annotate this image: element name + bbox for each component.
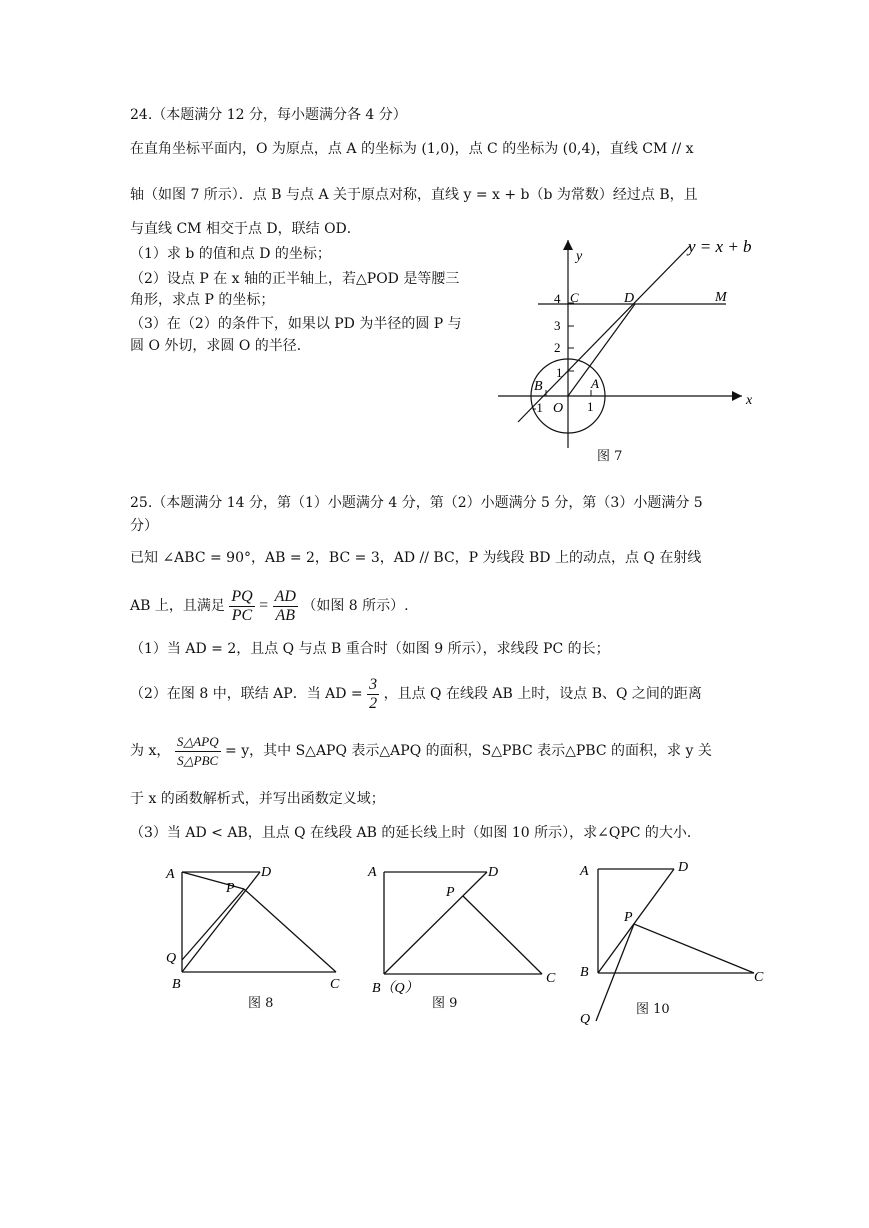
label-C: C <box>546 971 556 986</box>
q24-sub2a: （2）设点 P 在 x 轴的正半轴上，若△POD 是等腰三 <box>130 271 460 287</box>
label-C: C <box>754 970 764 985</box>
q24-line2: 轴（如图 7 所示）．点 B 与点 A 关于原点对称，直线 y = x + b（b 为常数）经过点 B，且 <box>130 187 698 203</box>
figure-7 <box>490 230 770 470</box>
q24-header: 24.（本题满分 12 分，每小题满分各 4 分） <box>130 107 407 123</box>
q24-line3: 与直线 CM 相交于点 D，联结 OD． <box>130 221 361 237</box>
tick-4: 4 <box>554 291 561 306</box>
label-A: A <box>580 864 589 879</box>
label-A: A <box>368 865 377 880</box>
label-BQ: B（Q） <box>372 981 419 996</box>
q25-line1: 已知 ∠ABC = 90°，AB = 2，BC = 3，AD // BC，P 为线段 BD 上的动点，点 Q 在射线 <box>130 550 702 566</box>
q24-line1: 在直角坐标平面内，O 为原点，点 A 的坐标为 (1,0)，点 C 的坐标为 (0,4)，直线 CM // x <box>130 141 694 157</box>
q25-header1: 25.（本题满分 14 分，第（1）小题满分 4 分，第（2）小题满分 5 分，第（3）小题满分 5 <box>130 495 703 511</box>
figure-8 <box>160 860 350 1000</box>
label-A: A <box>166 867 175 882</box>
fraction-pq-pc <box>229 588 254 625</box>
x-axis-arrow-icon <box>732 391 742 401</box>
tick-2: 2 <box>554 340 561 355</box>
label-D: D <box>624 291 635 306</box>
q25-line2: AB 上，且满足 $\frac{PQ}{PC}$ = $\frac{AD}{AB}$ （如图 8 所示）. <box>130 587 409 624</box>
label-C: C <box>330 977 340 992</box>
q25-sub3: （3）当 AD < AB，且点 Q 在线段 AB 的延长线上时（如图 10 所示），求∠QPC 的大小． <box>130 825 701 841</box>
frac-num: PQ <box>231 587 253 605</box>
q25-line5: 于 x 的函数解析式，并写出函数定义域； <box>130 791 385 807</box>
q25-sub2 <box>130 672 702 716</box>
frac-num: 3 <box>369 675 378 693</box>
figure-7-caption: 图 7 <box>597 449 623 464</box>
q25-line2-pre: AB 上，且满足 <box>130 598 225 614</box>
label-B: B <box>172 977 181 992</box>
q24-sub3a: （3）在（2）的条件下，如果以 PD 为半径的圆 P 与 <box>130 316 462 332</box>
q25-line2-post: （如图 8 所示）. <box>302 598 409 614</box>
fraction-area-ratio <box>175 733 221 770</box>
x-axis-label: x <box>746 393 753 408</box>
figure-10 <box>574 855 774 1035</box>
label-D: D <box>261 865 272 880</box>
frac-den: PC <box>231 606 253 624</box>
label-D: D <box>488 865 499 880</box>
frac-num: AD <box>274 587 296 605</box>
segment-OD <box>568 304 635 396</box>
figure-9 <box>362 860 562 1005</box>
label-O: O <box>553 401 564 416</box>
label-D: D <box>678 860 689 875</box>
label-C: C <box>570 290 579 305</box>
frac-den: S△PBC <box>177 752 219 768</box>
label-B: B <box>534 379 543 394</box>
label-B: B <box>580 965 589 980</box>
label-A: A <box>591 376 599 391</box>
q25-sub2-pre: （2）在图 8 中，联结 AP．当 AD = <box>130 686 363 702</box>
figure-10-caption: 图 10 <box>636 1002 670 1017</box>
tick-pos1: 1 <box>587 399 594 414</box>
label-Q: Q <box>580 1012 591 1027</box>
label-P: P <box>446 885 455 900</box>
tick-3: 3 <box>554 318 561 333</box>
q25-sub2-post: ，且点 Q 在线段 AB 上时，设点 B、Q 之间的距离 <box>383 686 702 702</box>
frac-den: AB <box>275 606 296 624</box>
q25-line4-pre: 为 x， <box>130 743 171 759</box>
label-P: P <box>226 881 235 896</box>
q24-sub1: （1）求 b 的值和点 D 的坐标； <box>130 246 331 262</box>
q25-header2: 分） <box>130 518 158 534</box>
label-P: P <box>624 910 633 925</box>
q24-sub2b: 角形，求点 P 的坐标； <box>130 292 275 308</box>
frac-den: 2 <box>369 694 378 712</box>
line-label: y = x + b <box>688 237 752 256</box>
q25-sub1: （1）当 AD = 2，且点 Q 与点 B 重合时（如图 9 所示），求线段 PC 的长； <box>130 641 610 657</box>
tick-neg1: -1 <box>532 400 543 415</box>
q25-line4 <box>130 729 712 773</box>
fraction-ad-ab <box>273 588 298 625</box>
y-axis-arrow-icon <box>563 240 573 250</box>
figure-8-caption: 图 8 <box>248 996 274 1011</box>
label-M: M <box>715 290 727 305</box>
q24-sub3b: 圆 O 外切，求圆 O 的半径． <box>130 338 311 354</box>
frac-num: S△APQ <box>175 733 221 752</box>
q25-line4-post: = y，其中 S△APQ 表示△APQ 的面积，S△PBC 表示△PBC 的面积，求 y 关 <box>225 743 712 759</box>
y-axis-label: y <box>576 249 583 264</box>
label-Q: Q <box>166 951 177 966</box>
figure-9-caption: 图 9 <box>432 996 458 1011</box>
fraction-3-2 <box>367 676 379 713</box>
tick-1: 1 <box>556 365 563 380</box>
